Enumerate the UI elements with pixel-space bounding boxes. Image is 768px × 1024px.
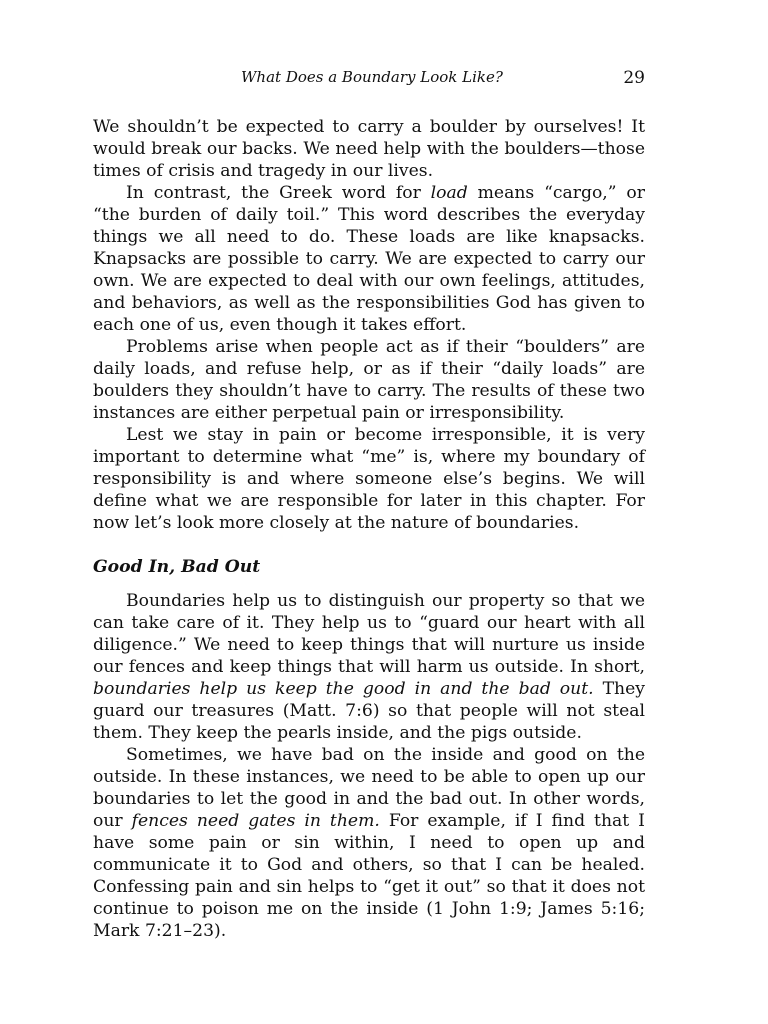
text-run: They guard our treasures (Matt. 7:6) so that people will not steal them. They keep the pearls inside, and the pigs outside. xyxy=(93,679,645,743)
text-run: Sometimes, we have bad on the inside and good on the outside. In these instances, we need to be able to open up our boundaries to let the good in and the bad out. In other words, our xyxy=(93,745,645,831)
paragraph: We shouldn’t be expected to carry a boulder by ourselves! It would break our backs. We need help with the boulders—those times of crisis and tragedy in our lives. xyxy=(93,117,645,181)
paragraph: Lest we stay in pain or become irresponsible, it is very important to determine what “me” is, where my boundary of responsibility is and where someone else’s begins. We will define what we are responsible for later in this chapter. For now let’s look more closely at the nature of boundaries. xyxy=(93,425,645,533)
paragraph xyxy=(93,590,645,744)
page-number: 29 xyxy=(623,68,645,88)
running-title: What Does a Boundary Look Like? xyxy=(241,68,503,86)
emphasis: boundaries help us keep the good in and the bad out. xyxy=(93,679,594,699)
text-run: For example, if I find that I have some pain or sin within, I need to open up and communicate it to God and others, so that I can be healed. Confessing pain and sin helps to “get it out” so that it does not continue to poison me on the inside (1 John 1:9; James 5:16; Mark 7:21–23). xyxy=(93,811,645,941)
emphasis: load xyxy=(430,183,468,203)
body-text xyxy=(93,116,645,942)
text-run: means “cargo,” or “the burden of daily toil.” This word describes the everyday things we all need to do. These loads are like knapsacks. Knapsacks are possible to carry. We are expected to carry our own. We are expected to deal with our own feelings, attitudes, and behaviors, as well as the responsibilities God has given to each one of us, even though it takes effort. xyxy=(93,183,645,335)
text-run: In contrast, the Greek word for xyxy=(126,183,431,203)
book-page xyxy=(93,60,645,942)
paragraph xyxy=(93,744,645,942)
paragraph: Problems arise when people act as if their “boulders” are daily loads, and refuse help, or as if their “daily loads” are boulders they shouldn’t have to carry. The results of these two instances are either perpetual pain or irresponsibility. xyxy=(93,337,645,423)
emphasis: fences need gates in them. xyxy=(131,811,380,831)
section-heading: Good In, Bad Out xyxy=(93,557,261,577)
paragraph xyxy=(93,182,645,336)
text-run: Boundaries help us to distinguish our property so that we can take care of it. They help us to “guard our heart with all diligence.” We need to keep things that will nurture us inside our fences and keep things that will harm us outside. In short, xyxy=(93,591,645,677)
running-header xyxy=(93,60,645,90)
